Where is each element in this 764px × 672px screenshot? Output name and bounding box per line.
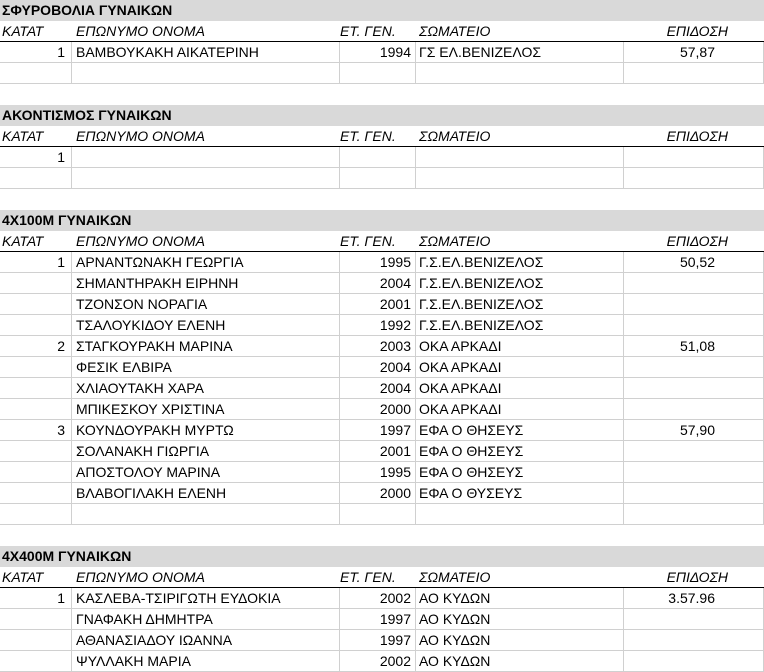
table-row — [0, 294, 764, 315]
cell-birth-year[interactable]: 2004 — [340, 273, 416, 294]
cell-rank[interactable] — [0, 609, 72, 630]
cell-club[interactable]: ΑΟ ΚΥΔΩΝ — [416, 609, 624, 630]
table-row — [0, 147, 764, 168]
cell-athlete-name[interactable]: ΒΑΜΒΟΥΚΑΚΗ ΑΙΚΑΤΕΡΙΝΗ — [72, 42, 340, 63]
cell-rank[interactable] — [0, 273, 72, 294]
table-row — [0, 42, 764, 63]
cell-athlete-name[interactable]: ΣΤΑΓΚΟΥΡΑΚΗ ΜΑΡΙΝΑ — [72, 336, 340, 357]
cell-performance[interactable] — [624, 609, 764, 630]
spacer-row — [0, 84, 764, 105]
cell-birth-year[interactable]: 1997 — [340, 420, 416, 441]
table-row — [0, 609, 764, 630]
header-birth-year: ΕΤ. ΓΕΝ. — [340, 569, 396, 585]
cell-rank[interactable] — [0, 315, 72, 336]
cell-rank[interactable]: 1 — [0, 252, 72, 273]
cell-athlete-name[interactable]: ΤΖΟΝΣΟΝ ΝΟΡΑΓΙΑ — [72, 294, 340, 315]
cell-club[interactable]: ΑΟ ΚΥΔΩΝ — [416, 651, 624, 672]
cell-athlete-name[interactable]: ΦΕΣΙΚ ΕΛΒΙΡΑ — [72, 357, 340, 378]
column-header-row — [0, 567, 764, 588]
cell-rank[interactable]: 1 — [0, 147, 72, 168]
cell-athlete-name[interactable] — [72, 168, 340, 189]
spacer-row — [0, 189, 764, 210]
cell-performance[interactable] — [624, 462, 764, 483]
table-row — [0, 252, 764, 273]
header-club: ΣΩΜΑΤΕΙΟ — [419, 569, 491, 585]
cell-club[interactable]: Γ.Σ.ΕΛ.ΒΕΝΙΖΕΛΟΣ — [416, 315, 624, 336]
table-row — [0, 399, 764, 420]
header-club: ΣΩΜΑΤΕΙΟ — [419, 23, 491, 39]
header-performance: ΕΠΙΔΟΣΗ — [666, 23, 728, 39]
cell-performance[interactable] — [624, 168, 764, 189]
cell-club[interactable]: ΓΣ ΕΛ.ΒΕΝΙΖΕΛΟΣ — [416, 42, 624, 63]
table-row — [0, 441, 764, 462]
cell-athlete-name[interactable]: ΣΗΜΑΝΤΗΡΑΚΗ ΕΙΡΗΝΗ — [72, 273, 340, 294]
header-performance: ΕΠΙΔΟΣΗ — [666, 128, 728, 144]
cell-athlete-name[interactable] — [72, 63, 340, 84]
cell-club[interactable] — [416, 63, 624, 84]
header-rank: ΚΑΤΑΤ — [2, 128, 44, 144]
event-title-row — [0, 546, 764, 567]
cell-rank[interactable] — [0, 378, 72, 399]
cell-birth-year[interactable] — [340, 63, 416, 84]
cell-club[interactable]: ΟΚΑ ΑΡΚΑΔΙ — [416, 378, 624, 399]
cell-club[interactable]: ΟΚΑ ΑΡΚΑΔΙ — [416, 399, 624, 420]
cell-club[interactable]: ΑΟ ΚΥΔΩΝ — [416, 630, 624, 651]
cell-club[interactable]: ΟΚΑ ΑΡΚΑΔΙ — [416, 336, 624, 357]
cell-performance[interactable] — [624, 357, 764, 378]
column-header-row — [0, 21, 764, 42]
table-row — [0, 378, 764, 399]
cell-club[interactable]: ΑΟ ΚΥΔΩΝ — [416, 588, 624, 609]
event-title: 4Χ100Μ ΓΥΝΑΙΚΩΝ — [2, 212, 132, 228]
cell-club[interactable]: Γ.Σ.ΕΛ.ΒΕΝΙΖΕΛΟΣ — [416, 273, 624, 294]
cell-performance[interactable]: 3.57.96 — [624, 588, 764, 609]
event-title-row — [0, 105, 764, 126]
cell-athlete-name[interactable]: ΤΣΑΛΟΥΚΙΔΟΥ ΕΛΕΝΗ — [72, 315, 340, 336]
cell-birth-year[interactable]: 1994 — [340, 42, 416, 63]
column-header-row — [0, 126, 764, 147]
header-birth-year: ΕΤ. ΓΕΝ. — [340, 128, 396, 144]
cell-athlete-name[interactable]: ΧΛΙΑΟΥΤΑΚΗ ΧΑΡΑ — [72, 378, 340, 399]
header-club: ΣΩΜΑΤΕΙΟ — [419, 233, 491, 249]
table-row — [0, 651, 764, 672]
cell-athlete-name[interactable]: ΚΑΣΛΕΒΑ-ΤΣΙΡΙΓΩΤΗ ΕΥΔΟΚΙΑ — [72, 588, 340, 609]
cell-birth-year[interactable]: 1992 — [340, 315, 416, 336]
cell-athlete-name[interactable]: ΒΛΑΒΟΓΙΛΑΚΗ ΕΛΕΝΗ — [72, 483, 340, 504]
table-row — [0, 630, 764, 651]
cell-performance[interactable]: 51,08 — [624, 336, 764, 357]
header-athlete-name: ΕΠΩΝΥΜΟ ΟΝΟΜΑ — [76, 128, 205, 144]
table-row — [0, 483, 764, 504]
event-title: 4Χ400Μ ΓΥΝΑΙΚΩΝ — [2, 548, 132, 564]
cell-birth-year[interactable]: 2000 — [340, 399, 416, 420]
cell-rank[interactable] — [0, 294, 72, 315]
spacer-row — [0, 525, 764, 546]
cell-birth-year[interactable]: 2001 — [340, 294, 416, 315]
cell-athlete-name[interactable]: ΚΟΥΝΔΟΥΡΑΚΗ ΜΥΡΤΩ — [72, 420, 340, 441]
cell-performance[interactable]: 57,87 — [624, 42, 764, 63]
cell-rank[interactable]: 3 — [0, 420, 72, 441]
event-title-row — [0, 210, 764, 231]
cell-performance[interactable] — [624, 315, 764, 336]
header-rank: ΚΑΤΑΤ — [2, 569, 44, 585]
cell-rank[interactable] — [0, 357, 72, 378]
table-row — [0, 168, 764, 189]
event-title-row — [0, 0, 764, 21]
header-athlete-name: ΕΠΩΝΥΜΟ ΟΝΟΜΑ — [76, 233, 205, 249]
cell-rank[interactable] — [0, 504, 72, 525]
cell-club[interactable]: ΟΚΑ ΑΡΚΑΔΙ — [416, 357, 624, 378]
cell-athlete-name[interactable] — [72, 504, 340, 525]
cell-performance[interactable] — [624, 147, 764, 168]
header-athlete-name: ΕΠΩΝΥΜΟ ΟΝΟΜΑ — [76, 569, 205, 585]
table-row — [0, 315, 764, 336]
cell-performance[interactable]: 50,52 — [624, 252, 764, 273]
cell-birth-year[interactable]: 2000 — [340, 483, 416, 504]
cell-athlete-name[interactable]: ΓΝΑΦΑΚΗ ΔΗΜΗΤΡΑ — [72, 609, 340, 630]
column-header-row — [0, 231, 764, 252]
cell-performance[interactable] — [624, 504, 764, 525]
table-row — [0, 420, 764, 441]
cell-birth-year[interactable]: 2002 — [340, 588, 416, 609]
cell-club[interactable] — [416, 168, 624, 189]
cell-club[interactable]: Γ.Σ.ΕΛ.ΒΕΝΙΖΕΛΟΣ — [416, 252, 624, 273]
header-club: ΣΩΜΑΤΕΙΟ — [419, 128, 491, 144]
cell-performance[interactable] — [624, 294, 764, 315]
cell-birth-year[interactable]: 2001 — [340, 441, 416, 462]
cell-birth-year[interactable]: 2004 — [340, 378, 416, 399]
table-row — [0, 336, 764, 357]
cell-athlete-name[interactable]: ΨΥΛΛΑΚΗ ΜΑΡΙΑ — [72, 651, 340, 672]
table-row — [0, 588, 764, 609]
event-title: ΑΚΟΝΤΙΣΜΟΣ ΓΥΝΑΙΚΩΝ — [2, 107, 172, 123]
cell-athlete-name[interactable]: ΜΠΙΚΕΣΚΟΥ ΧΡΙΣΤΙΝΑ — [72, 399, 340, 420]
cell-rank[interactable] — [0, 168, 72, 189]
cell-club[interactable]: ΕΦΑ Ο ΘΗΣΕΥΣ — [416, 462, 624, 483]
cell-performance[interactable] — [624, 399, 764, 420]
cell-club[interactable]: ΕΦΑ Ο ΘΗΣΕΥΣ — [416, 441, 624, 462]
cell-athlete-name[interactable]: ΣΟΛΑΝΑΚΗ ΓΙΩΡΓΙΑ — [72, 441, 340, 462]
cell-birth-year[interactable]: 2003 — [340, 336, 416, 357]
cell-rank[interactable]: 1 — [0, 588, 72, 609]
cell-birth-year[interactable]: 2004 — [340, 357, 416, 378]
cell-performance[interactable] — [624, 651, 764, 672]
table-row — [0, 504, 764, 525]
cell-club[interactable] — [416, 147, 624, 168]
event-title: ΣΦΥΡΟΒΟΛΙΑ ΓΥΝΑΙΚΩΝ — [2, 2, 173, 18]
cell-performance[interactable] — [624, 378, 764, 399]
cell-birth-year[interactable] — [340, 168, 416, 189]
cell-club[interactable]: ΕΦΑ Ο ΘΥΣΕΥΣ — [416, 483, 624, 504]
table-row — [0, 63, 764, 84]
cell-athlete-name[interactable]: ΑΡΝΑΝΤΩΝΑΚΗ ΓΕΩΡΓΙΑ — [72, 252, 340, 273]
header-rank: ΚΑΤΑΤ — [2, 233, 44, 249]
cell-birth-year[interactable]: 2002 — [340, 651, 416, 672]
header-birth-year: ΕΤ. ΓΕΝ. — [340, 23, 396, 39]
cell-rank[interactable] — [0, 462, 72, 483]
cell-performance[interactable] — [624, 273, 764, 294]
cell-performance[interactable] — [624, 63, 764, 84]
cell-club[interactable] — [416, 504, 624, 525]
cell-rank[interactable] — [0, 483, 72, 504]
header-birth-year: ΕΤ. ΓΕΝ. — [340, 233, 396, 249]
cell-rank[interactable] — [0, 651, 72, 672]
cell-athlete-name[interactable]: ΑΘΑΝΑΣΙΑΔΟΥ ΙΩΑΝΝΑ — [72, 630, 340, 651]
cell-performance[interactable] — [624, 630, 764, 651]
cell-rank[interactable] — [0, 630, 72, 651]
cell-club[interactable]: ΕΦΑ Ο ΘΗΣΕΥΣ — [416, 420, 624, 441]
cell-birth-year[interactable] — [340, 504, 416, 525]
cell-athlete-name[interactable]: ΑΠΟΣΤΟΛΟΥ ΜΑΡΙΝΑ — [72, 462, 340, 483]
cell-birth-year[interactable]: 1995 — [340, 462, 416, 483]
header-performance: ΕΠΙΔΟΣΗ — [666, 233, 728, 249]
header-athlete-name: ΕΠΩΝΥΜΟ ΟΝΟΜΑ — [76, 23, 205, 39]
header-performance: ΕΠΙΔΟΣΗ — [666, 569, 728, 585]
cell-performance[interactable]: 57,90 — [624, 420, 764, 441]
table-row — [0, 273, 764, 294]
cell-birth-year[interactable]: 1995 — [340, 252, 416, 273]
cell-club[interactable]: Γ.Σ.ΕΛ.ΒΕΝΙΖΕΛΟΣ — [416, 294, 624, 315]
cell-rank[interactable] — [0, 63, 72, 84]
table-row — [0, 462, 764, 483]
header-rank: ΚΑΤΑΤ — [2, 23, 44, 39]
cell-performance[interactable] — [624, 441, 764, 462]
cell-rank[interactable]: 2 — [0, 336, 72, 357]
cell-birth-year[interactable] — [340, 147, 416, 168]
cell-rank[interactable]: 1 — [0, 42, 72, 63]
cell-birth-year[interactable]: 1997 — [340, 609, 416, 630]
cell-birth-year[interactable]: 1997 — [340, 630, 416, 651]
cell-performance[interactable] — [624, 483, 764, 504]
cell-rank[interactable] — [0, 441, 72, 462]
cell-athlete-name[interactable] — [72, 147, 340, 168]
cell-rank[interactable] — [0, 399, 72, 420]
table-row — [0, 357, 764, 378]
